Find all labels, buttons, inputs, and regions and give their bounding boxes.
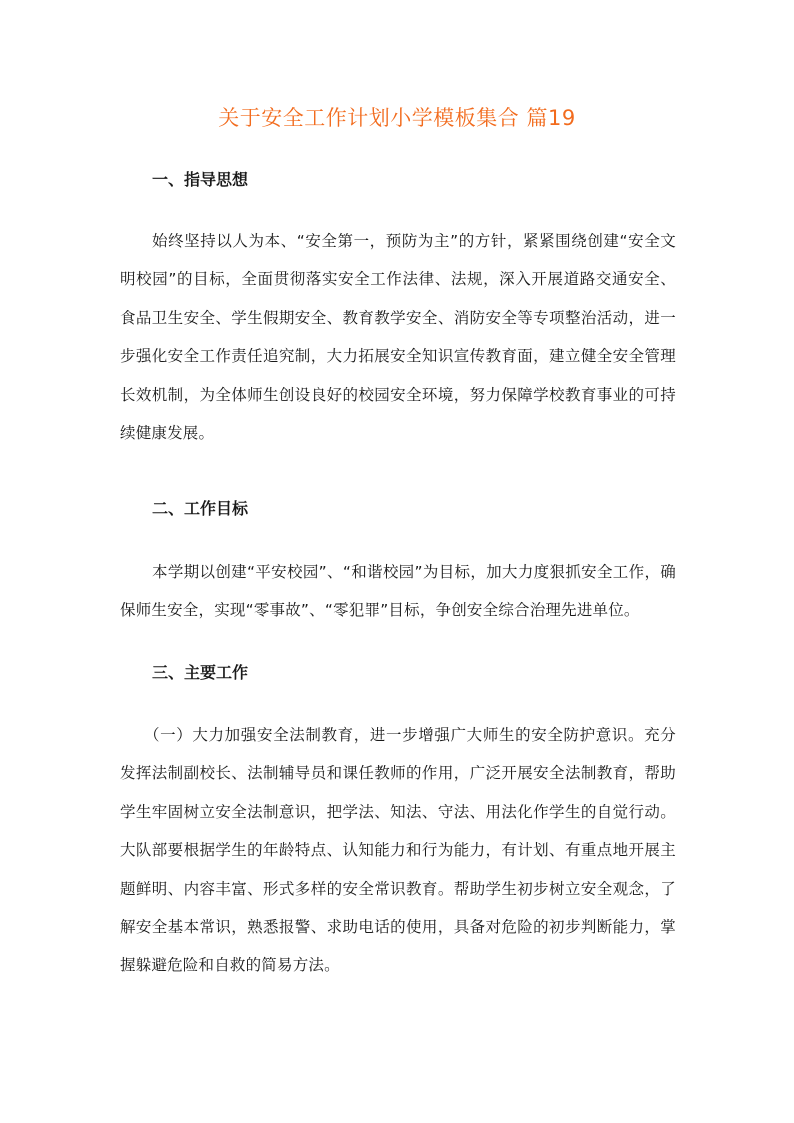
section-paragraph-main-work: （一）大力加强安全法制教育，进一步增强广大师生的安全防护意识。充分发挥法制副校长、法制辅导员和课任教师的作用，广泛开展安全法制教育，帮助学生牢固树立安全法制意识，把学法、知法、守法、用法化作学生的自觉行动。大队部要根据学生的年龄特点、认知能力和行为能力，有计划、有重点地开展主题鲜明、内容丰富、形式多样的安全常识教育。帮助学生初步树立安全观念，了解安全基本常识，熟悉报警、求助电话的使用，具备对危险的初步判断能力，掌握躲避危险和自救的简易方法。 <box>120 726 676 975</box>
section-paragraph-guiding-ideology: 始终坚持以人为本、“安全第一，预防为主”的方针，紧紧围绕创建“安全文明校园”的目标，全面贯彻落实安全工作法律、法规，深入开展道路交通安全、食品卫生安全、学生假期安全、教育教学安全、消防安全等专项整治活动，进一步强化安全工作责任追究制，大力拓展安全知识宣传教育面，建立健全安全管理长效机制，为全体师生创设良好的校园安全环境，努力保障学校教育事业的可持续健康发展。 <box>120 232 676 443</box>
section-heading-work-goals: 二、工作目标 <box>152 499 249 518</box>
section-paragraph-work-goals: 本学期以创建“平安校园”、“和谐校园”为目标，加大力度狠抓安全工作，确保师生安全，实现“零事故”、“零犯罪”目标，争创安全综合治理先进单位。 <box>120 563 676 620</box>
section-heading-main-work: 三、主要工作 <box>152 663 249 682</box>
section-heading-guiding-ideology: 一、指导思想 <box>152 170 249 189</box>
document-title: 关于安全工作计划小学模板集合 篇19 <box>218 106 576 130</box>
